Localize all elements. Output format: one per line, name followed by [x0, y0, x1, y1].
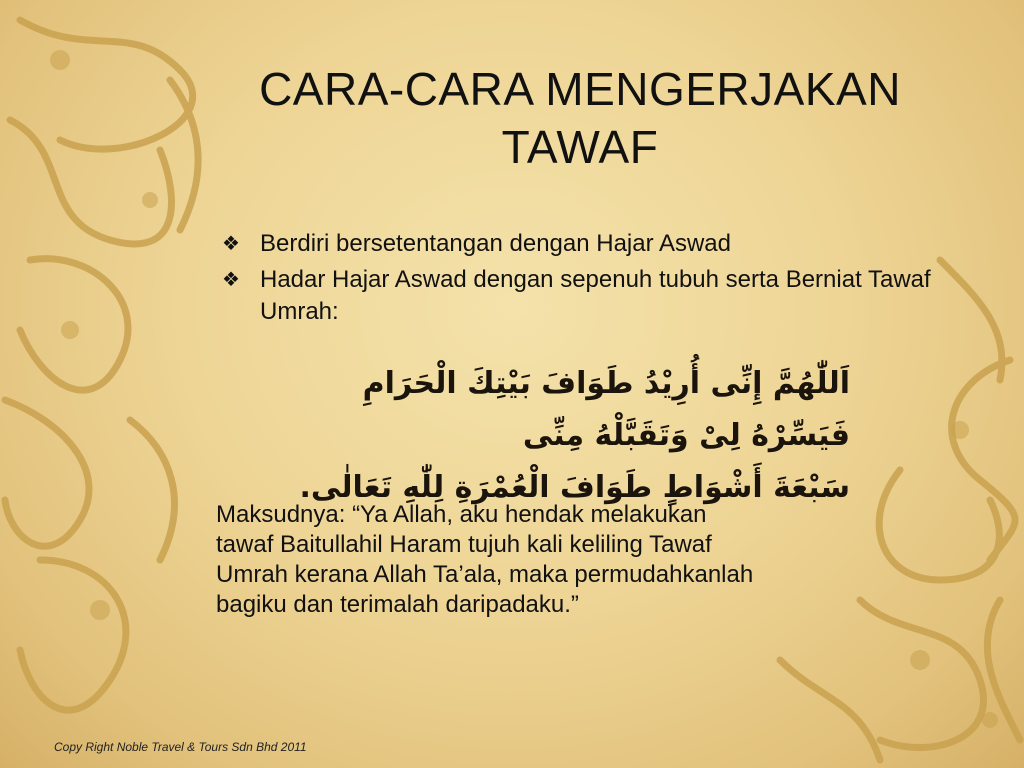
copyright-footer: Copy Right Noble Travel & Tours Sdn Bhd 2011 [54, 740, 307, 754]
prayer-meaning [216, 500, 856, 620]
diamond-bullet-icon: ❖ [222, 233, 240, 255]
arabic-prayer-line-2: سَبْعَةَ أَشْوَاطٍ طَوَافَ الْعُمْرَةِ لِلّٰهِ تَعَالٰى. [299, 470, 850, 505]
arabic-prayer [270, 358, 850, 514]
bullet-list [222, 228, 1002, 332]
bullet-item [222, 228, 1002, 260]
prayer-meaning-line-1: Maksudnya: “Ya Allah, aku hendak melakukan [216, 501, 707, 528]
arabic-prayer-line-1: اَللّٰهُمَّ إِنِّى أُرِيْدُ طَوَافَ بَيْتِكَ الْحَرَامِ فَيَسِّرْهُ لِىْ وَتَقَبَّلْهُ مِنِّى [362, 366, 850, 453]
bullet-text: Hadar Hajar Aswad dengan sepenuh tubuh serta Berniat Tawaf Umrah: [260, 266, 931, 325]
slide-title-line-1: CARA-CARA MENGERJAKAN [259, 63, 901, 115]
diamond-bullet-icon: ❖ [222, 269, 240, 291]
prayer-meaning-line-3: Umrah kerana Allah Ta’ala, maka permudahkanlah [216, 561, 754, 588]
prayer-meaning-line-4: bagiku dan terimalah daripadaku.” [216, 591, 579, 618]
bullet-text: Berdiri bersetentangan dengan Hajar Aswad [260, 230, 731, 257]
slide-title [200, 60, 960, 176]
bullet-item [222, 264, 1002, 328]
slide-title-line-2: TAWAF [501, 121, 659, 173]
prayer-meaning-line-2: tawaf Baitullahil Haram tujuh kali keliling Tawaf [216, 531, 712, 558]
